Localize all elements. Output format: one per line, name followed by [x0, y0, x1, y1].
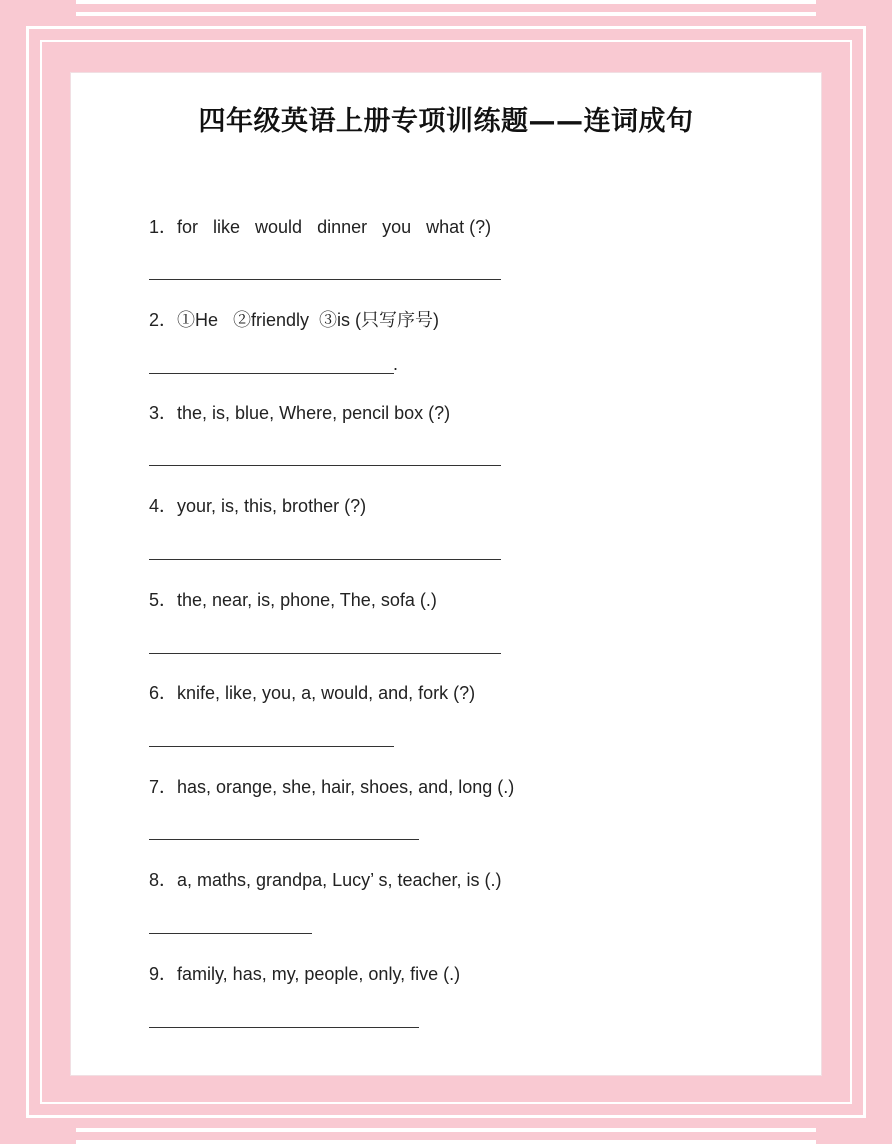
page-title: 四年级英语上册专项训练题——连词成句 — [198, 106, 694, 137]
answer-line-3[interactable] — [149, 465, 501, 466]
question-8: 8．a, maths, grandpa, Lucy’ s, teacher, is (.) — [149, 870, 502, 890]
bottom-stripe-1 — [76, 1128, 816, 1132]
answer-line-2[interactable] — [149, 373, 394, 374]
question-4: 4．your, is, this, brother (?) — [149, 496, 367, 516]
question-5: 5．the, near, is, phone, The, sofa (.) — [149, 590, 437, 610]
answer-line-5[interactable] — [149, 653, 501, 654]
answer-suffix-2: . — [393, 354, 399, 374]
top-stripe-1 — [76, 0, 816, 4]
bottom-stripe-2 — [76, 1140, 816, 1144]
top-stripe-2 — [76, 12, 816, 16]
question-2: 2．①He ②friendly ③is (只写序号) — [149, 310, 440, 330]
question-6: 6．knife, like, you, a, would, and, fork (?) — [149, 683, 476, 703]
worksheet-paper — [70, 72, 822, 1076]
answer-line-6[interactable] — [149, 746, 394, 747]
question-7: 7．has, orange, she, hair, shoes, and, long (.) — [149, 777, 515, 797]
question-9: 9．family, has, my, people, only, five (.) — [149, 964, 461, 984]
question-1: 1．for like would dinner you what (?) — [149, 217, 492, 237]
answer-line-9[interactable] — [149, 1027, 419, 1028]
answer-line-7[interactable] — [149, 839, 419, 840]
answer-line-8[interactable] — [149, 933, 312, 934]
answer-line-1[interactable] — [149, 279, 501, 280]
question-3: 3．the, is, blue, Where, pencil box (?) — [149, 403, 451, 423]
answer-line-4[interactable] — [149, 559, 501, 560]
